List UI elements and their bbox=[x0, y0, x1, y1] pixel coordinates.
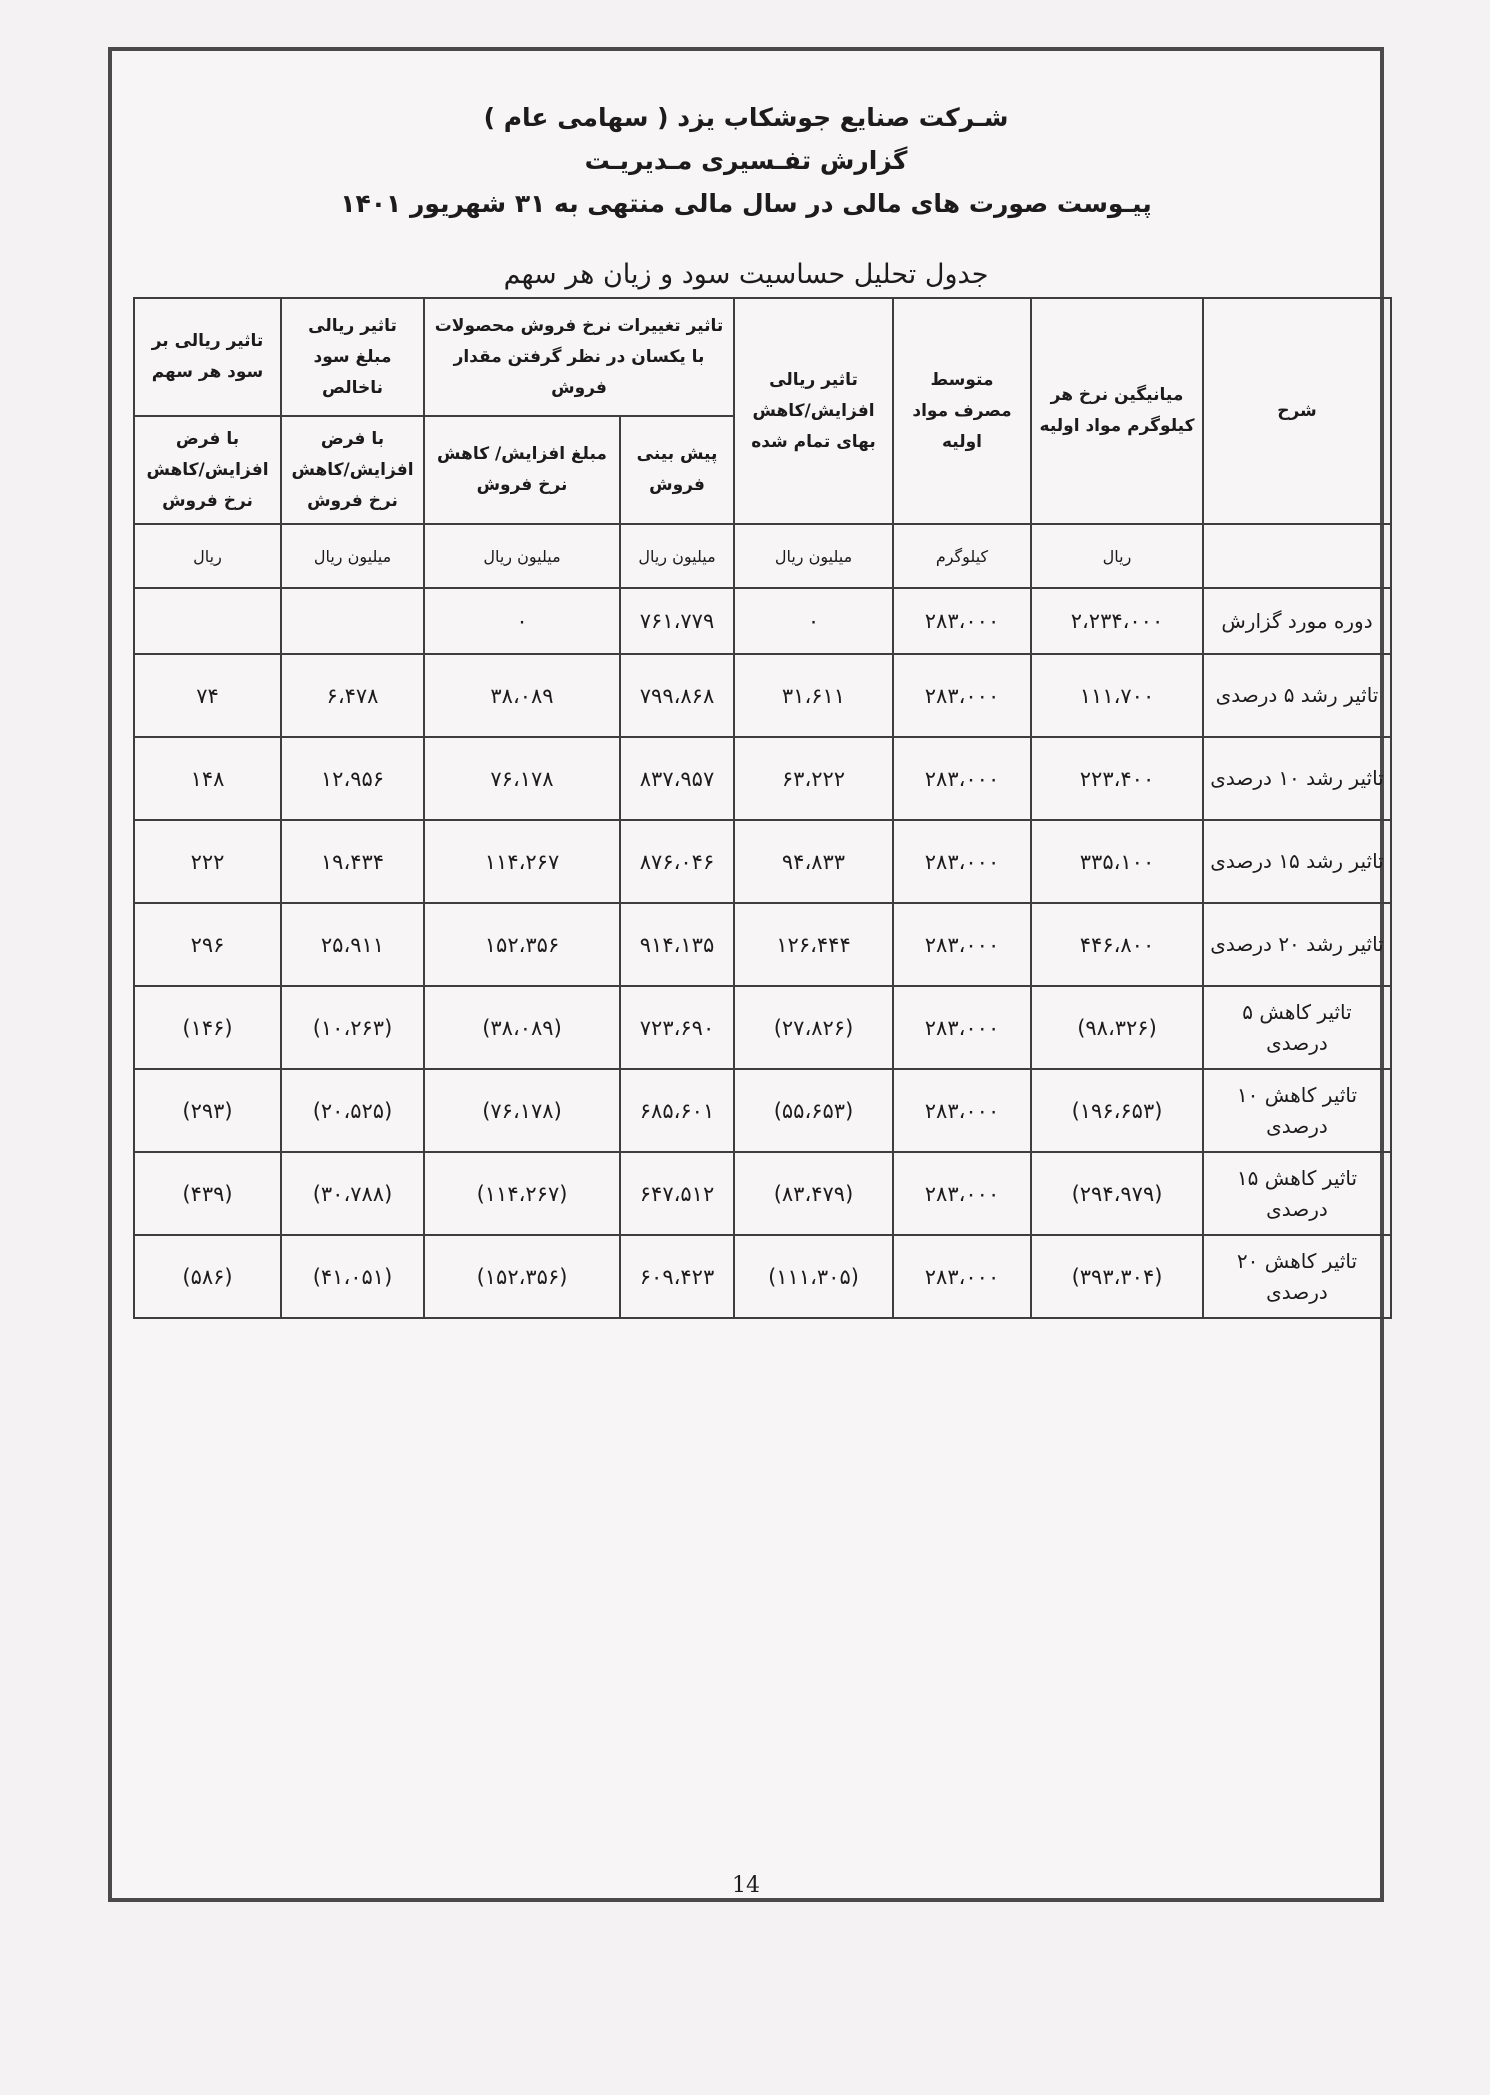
col-header-forecast: پیش بینی فروش bbox=[620, 416, 734, 524]
cell-eps: ۲۲۲ bbox=[134, 820, 281, 903]
cell-cost-effect: ۱۲۶،۴۴۴ bbox=[734, 903, 893, 986]
cell-amount-change: (۷۶،۱۷۸) bbox=[424, 1069, 620, 1152]
cell-amount-change: (۳۸،۰۸۹) bbox=[424, 986, 620, 1069]
table-row bbox=[134, 588, 1391, 654]
cell-eps bbox=[134, 588, 281, 654]
cell-gross-profit: (۱۰،۲۶۳) bbox=[281, 986, 424, 1069]
cell-eps: ۱۴۸ bbox=[134, 737, 281, 820]
cell-eps: (۱۴۶) bbox=[134, 986, 281, 1069]
cell-gross-profit: ۱۲،۹۵۶ bbox=[281, 737, 424, 820]
col-header-desc: شرح bbox=[1203, 298, 1391, 524]
cell-avg-rate: (۱۹۶،۶۵۳) bbox=[1031, 1069, 1203, 1152]
cell-amount-change: ۳۸،۰۸۹ bbox=[424, 654, 620, 737]
page-frame bbox=[108, 47, 1384, 1902]
cell-avg-usage: ۲۸۳،۰۰۰ bbox=[893, 737, 1031, 820]
cell-avg-rate: ۲،۲۳۴،۰۰۰ bbox=[1031, 588, 1203, 654]
col-header-eps: تاثیر ریالی بر سود هر سهم bbox=[134, 298, 281, 416]
cell-avg-rate: ۲۲۳،۴۰۰ bbox=[1031, 737, 1203, 820]
cell-avg-rate: (۲۹۴،۹۷۹) bbox=[1031, 1152, 1203, 1235]
cell-forecast: ۶۸۵،۶۰۱ bbox=[620, 1069, 734, 1152]
cell-cost-effect: ۰ bbox=[734, 588, 893, 654]
cell-avg-usage: ۲۸۳،۰۰۰ bbox=[893, 654, 1031, 737]
row-label: تاثیر رشد ۲۰ درصدی bbox=[1203, 903, 1391, 986]
cell-avg-rate: ۴۴۶،۸۰۰ bbox=[1031, 903, 1203, 986]
cell-cost-effect: (۸۳،۴۷۹) bbox=[734, 1152, 893, 1235]
table-row bbox=[134, 654, 1391, 737]
row-label: تاثیر کاهش ۱۵ درصدی bbox=[1203, 1152, 1391, 1235]
unit-cell: میلیون ریال bbox=[281, 524, 424, 588]
cell-cost-effect: ۶۳،۲۲۲ bbox=[734, 737, 893, 820]
report-title: گزارش تفـسیری مـدیریـت bbox=[584, 146, 908, 175]
cell-cost-effect: (۱۱۱،۳۰۵) bbox=[734, 1235, 893, 1318]
table-row bbox=[134, 986, 1391, 1069]
cell-avg-rate: ۳۳۵،۱۰۰ bbox=[1031, 820, 1203, 903]
table-row bbox=[134, 820, 1391, 903]
row-label: دوره مورد گزارش bbox=[1203, 588, 1391, 654]
cell-forecast: ۷۲۳،۶۹۰ bbox=[620, 986, 734, 1069]
unit-cell: میلیون ریال bbox=[620, 524, 734, 588]
unit-cell: ریال bbox=[134, 524, 281, 588]
col-header-eps-sub: با فرض افزایش/کاهش نرخ فروش bbox=[134, 416, 281, 524]
cell-avg-rate: (۹۸،۳۲۶) bbox=[1031, 986, 1203, 1069]
cell-forecast: ۶۴۷،۵۱۲ bbox=[620, 1152, 734, 1235]
cell-eps: ۲۹۶ bbox=[134, 903, 281, 986]
table-row bbox=[134, 1069, 1391, 1152]
cell-avg-usage: ۲۸۳،۰۰۰ bbox=[893, 1152, 1031, 1235]
cell-gross-profit bbox=[281, 588, 424, 654]
cell-avg-usage: ۲۸۳،۰۰۰ bbox=[893, 1235, 1031, 1318]
col-header-price-group: تاثیر تغییرات نرخ فروش محصولات با یکسان در نظر گرفتن مقدار فروش bbox=[424, 298, 734, 416]
row-label: تاثیر رشد ۵ درصدی bbox=[1203, 654, 1391, 737]
row-label: تاثیر رشد ۱۵ درصدی bbox=[1203, 820, 1391, 903]
units-row bbox=[134, 524, 1391, 588]
page-number: 14 bbox=[732, 1873, 760, 1898]
table-row bbox=[134, 1152, 1391, 1235]
col-header-cost-effect: تاثیر ریالی افزایش/کاهش بهای تمام شده bbox=[734, 298, 893, 524]
col-header-amount-change: مبلغ افزایش/ کاهش نرخ فروش bbox=[424, 416, 620, 524]
cell-cost-effect: (۵۵،۶۵۳) bbox=[734, 1069, 893, 1152]
cell-avg-usage: ۲۸۳،۰۰۰ bbox=[893, 986, 1031, 1069]
cell-gross-profit: (۲۰،۵۲۵) bbox=[281, 1069, 424, 1152]
cell-amount-change: (۱۵۲،۳۵۶) bbox=[424, 1235, 620, 1318]
cell-avg-rate: ۱۱۱،۷۰۰ bbox=[1031, 654, 1203, 737]
cell-amount-change: ۱۱۴،۲۶۷ bbox=[424, 820, 620, 903]
col-header-avg-rate: میانیگین نرخ هر کیلوگرم مواد اولیه bbox=[1031, 298, 1203, 524]
row-label: تاثیر کاهش ۱۰ درصدی bbox=[1203, 1069, 1391, 1152]
cell-cost-effect: (۲۷،۸۲۶) bbox=[734, 986, 893, 1069]
cell-eps: ۷۴ bbox=[134, 654, 281, 737]
col-header-gross-profit-sub: با فرض افزایش/کاهش نرخ فروش bbox=[281, 416, 424, 524]
row-label: تاثیر کاهش ۵ درصدی bbox=[1203, 986, 1391, 1069]
table-row bbox=[134, 737, 1391, 820]
table-row bbox=[134, 1235, 1391, 1318]
cell-amount-change: ۷۶،۱۷۸ bbox=[424, 737, 620, 820]
col-header-gross-profit: تاثیر ریالی مبلغ سود ناخالص bbox=[281, 298, 424, 416]
cell-cost-effect: ۹۴،۸۳۳ bbox=[734, 820, 893, 903]
cell-forecast: ۸۳۷،۹۵۷ bbox=[620, 737, 734, 820]
cell-forecast: ۹۱۴،۱۳۵ bbox=[620, 903, 734, 986]
unit-cell bbox=[1203, 524, 1391, 588]
cell-forecast: ۷۶۱،۷۷۹ bbox=[620, 588, 734, 654]
cell-forecast: ۸۷۶،۰۴۶ bbox=[620, 820, 734, 903]
cell-amount-change: ۰ bbox=[424, 588, 620, 654]
sensitivity-table bbox=[133, 297, 1392, 1319]
cell-eps: (۴۳۹) bbox=[134, 1152, 281, 1235]
cell-gross-profit: (۴۱،۰۵۱) bbox=[281, 1235, 424, 1318]
cell-gross-profit: ۱۹،۴۳۴ bbox=[281, 820, 424, 903]
cell-gross-profit: (۳۰،۷۸۸) bbox=[281, 1152, 424, 1235]
unit-cell: کیلوگرم bbox=[893, 524, 1031, 588]
table-row bbox=[134, 903, 1391, 986]
cell-eps: (۲۹۳) bbox=[134, 1069, 281, 1152]
cell-avg-usage: ۲۸۳،۰۰۰ bbox=[893, 820, 1031, 903]
company-name: شـرکت صنایع جوشکاب یزد ( سهامی عام ) bbox=[483, 103, 1009, 132]
unit-cell: میلیون ریال bbox=[734, 524, 893, 588]
cell-avg-usage: ۲۸۳،۰۰۰ bbox=[893, 1069, 1031, 1152]
cell-avg-usage: ۲۸۳،۰۰۰ bbox=[893, 903, 1031, 986]
cell-eps: (۵۸۶) bbox=[134, 1235, 281, 1318]
table-title: جدول تحلیل حساسیت سود و زیان هر سهم bbox=[503, 259, 989, 290]
unit-cell: ریال bbox=[1031, 524, 1203, 588]
appendix-title: پیـوست صورت های مالی در سال مالی منتهی به ۳۱ شهریور ۱۴۰۱ bbox=[340, 189, 1152, 218]
unit-cell: میلیون ریال bbox=[424, 524, 620, 588]
cell-cost-effect: ۳۱،۶۱۱ bbox=[734, 654, 893, 737]
row-label: تاثیر رشد ۱۰ درصدی bbox=[1203, 737, 1391, 820]
cell-gross-profit: ۲۵،۹۱۱ bbox=[281, 903, 424, 986]
cell-avg-rate: (۳۹۳،۳۰۴) bbox=[1031, 1235, 1203, 1318]
row-label: تاثیر کاهش ۲۰ درصدی bbox=[1203, 1235, 1391, 1318]
cell-amount-change: ۱۵۲،۳۵۶ bbox=[424, 903, 620, 986]
cell-avg-usage: ۲۸۳،۰۰۰ bbox=[893, 588, 1031, 654]
cell-gross-profit: ۶،۴۷۸ bbox=[281, 654, 424, 737]
col-header-avg-usage: متوسط مصرف مواد اولیه bbox=[893, 298, 1031, 524]
document-header bbox=[112, 96, 1380, 225]
cell-forecast: ۶۰۹،۴۲۳ bbox=[620, 1235, 734, 1318]
cell-amount-change: (۱۱۴،۲۶۷) bbox=[424, 1152, 620, 1235]
cell-forecast: ۷۹۹،۸۶۸ bbox=[620, 654, 734, 737]
